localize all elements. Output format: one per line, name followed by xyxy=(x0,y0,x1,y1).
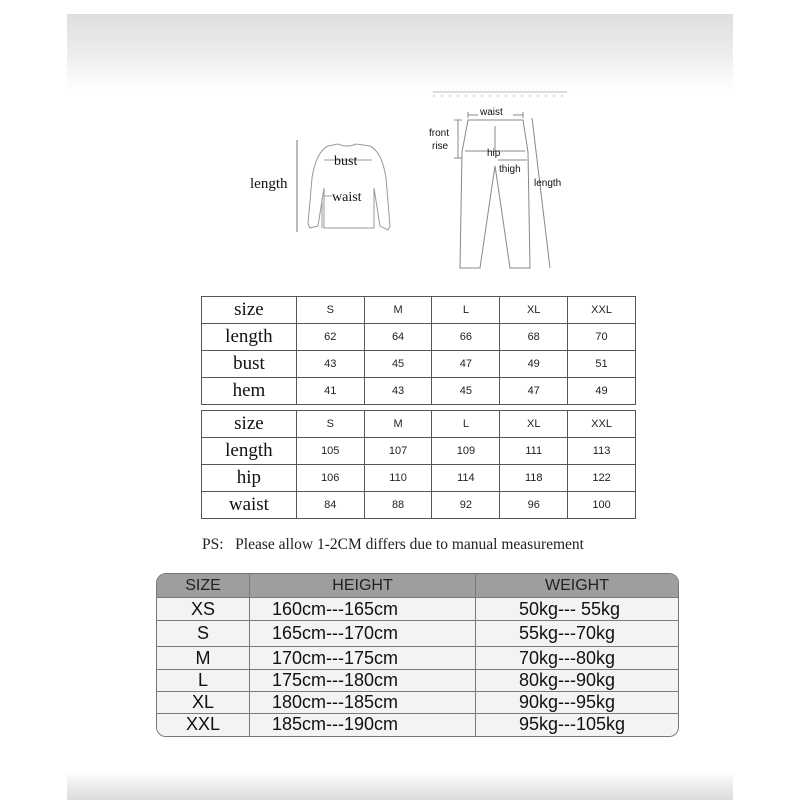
height-cell: 180cm---185cm xyxy=(250,692,476,714)
table-cell: 122 xyxy=(568,465,636,492)
table-cell: 107 xyxy=(364,438,432,465)
size-guide-row xyxy=(157,670,678,692)
table-cell: 113 xyxy=(568,438,636,465)
header-cell: S xyxy=(296,411,364,438)
weight-cell: 50kg--- 55kg xyxy=(476,598,679,621)
table-header-row xyxy=(202,297,636,324)
table-cell: 96 xyxy=(500,492,568,519)
height-cell: 165cm---170cm xyxy=(250,621,476,647)
table-cell: 45 xyxy=(364,351,432,378)
table-cell: 105 xyxy=(296,438,364,465)
header-cell: size xyxy=(202,297,297,324)
size-guide-table xyxy=(156,573,679,737)
weight-cell: 70kg---80kg xyxy=(476,647,679,670)
height-cell: 175cm---180cm xyxy=(250,670,476,692)
header-cell: size xyxy=(202,411,297,438)
header-cell: XL xyxy=(500,297,568,324)
size-cell: XS xyxy=(157,598,250,621)
table-cell: 109 xyxy=(432,438,500,465)
weight-cell: 95kg---105kg xyxy=(476,714,679,736)
table-cell: 92 xyxy=(432,492,500,519)
row-label: hem xyxy=(202,378,297,405)
size-guide-row xyxy=(157,647,678,670)
header-cell: L xyxy=(432,297,500,324)
size-cell: L xyxy=(157,670,250,692)
table-cell: 100 xyxy=(568,492,636,519)
shirt-bust-label: bust xyxy=(334,154,358,169)
measurement-note: PS: Please allow 1-2CM differs due to manual measurement xyxy=(202,536,584,553)
shirt-waist-label: waist xyxy=(332,190,362,205)
header-cell: M xyxy=(364,297,432,324)
height-cell: 185cm---190cm xyxy=(250,714,476,736)
size-guide-row xyxy=(157,692,678,714)
table-cell: 43 xyxy=(364,378,432,405)
header-cell: L xyxy=(432,411,500,438)
pants-hip-label: hip xyxy=(487,148,501,159)
header-cell: XL xyxy=(500,411,568,438)
pants-measurement-table xyxy=(201,410,636,519)
weight-cell: 90kg---95kg xyxy=(476,692,679,714)
size-cell: M xyxy=(157,647,250,670)
row-label: length xyxy=(202,438,297,465)
table-row xyxy=(202,465,636,492)
header-cell-height: HEIGHT xyxy=(250,574,476,598)
size-guide-header-row xyxy=(157,574,678,598)
height-cell: 170cm---175cm xyxy=(250,647,476,670)
table-cell: 45 xyxy=(432,378,500,405)
header-cell-weight: WEIGHT xyxy=(476,574,679,598)
height-cell: 160cm---165cm xyxy=(250,598,476,621)
row-label: hip xyxy=(202,465,297,492)
header-cell: S xyxy=(296,297,364,324)
row-label: bust xyxy=(202,351,297,378)
pants-thigh-label: thigh xyxy=(499,164,521,175)
table-cell: 49 xyxy=(568,378,636,405)
row-label: waist xyxy=(202,492,297,519)
size-cell: XXL xyxy=(157,714,250,736)
table-row xyxy=(202,351,636,378)
pants-length-label: length xyxy=(534,178,562,189)
table-cell: 114 xyxy=(432,465,500,492)
table-cell: 118 xyxy=(500,465,568,492)
garment-sketch xyxy=(240,88,580,278)
table-cell: 106 xyxy=(296,465,364,492)
table-cell: 62 xyxy=(296,324,364,351)
table-header-row xyxy=(202,411,636,438)
table-cell: 64 xyxy=(364,324,432,351)
size-cell: XL xyxy=(157,692,250,714)
measurement-diagram xyxy=(240,88,580,278)
size-guide-row xyxy=(157,598,678,621)
shirt-length-label: length xyxy=(250,176,288,192)
header-cell: XXL xyxy=(568,297,636,324)
table-cell: 111 xyxy=(500,438,568,465)
size-guide-row xyxy=(157,714,678,736)
row-label: length xyxy=(202,324,297,351)
ruler-icon xyxy=(433,92,567,96)
header-cell-size: SIZE xyxy=(157,574,250,598)
pants-waist-label: waist xyxy=(480,107,503,118)
pants-front-rise-label-2: rise xyxy=(432,141,449,152)
table-cell: 70 xyxy=(568,324,636,351)
top-gradient-band xyxy=(67,14,733,94)
table-cell: 66 xyxy=(432,324,500,351)
table-cell: 51 xyxy=(568,351,636,378)
weight-cell: 55kg---70kg xyxy=(476,621,679,647)
pants-sketch-icon xyxy=(454,112,550,268)
size-guide-row xyxy=(157,621,678,647)
pants-front-rise-label-1: front xyxy=(429,128,450,139)
top-measurement-table xyxy=(201,296,636,405)
table-cell: 47 xyxy=(432,351,500,378)
table-cell: 49 xyxy=(500,351,568,378)
table-cell: 88 xyxy=(364,492,432,519)
bottom-gradient-band xyxy=(67,772,733,800)
table-cell: 41 xyxy=(296,378,364,405)
table-row xyxy=(202,324,636,351)
table-row xyxy=(202,378,636,405)
weight-cell: 80kg---90kg xyxy=(476,670,679,692)
table-cell: 43 xyxy=(296,351,364,378)
table-cell: 110 xyxy=(364,465,432,492)
table-cell: 68 xyxy=(500,324,568,351)
table-cell: 47 xyxy=(500,378,568,405)
header-cell: XXL xyxy=(568,411,636,438)
table-cell: 84 xyxy=(296,492,364,519)
header-cell: M xyxy=(364,411,432,438)
table-row xyxy=(202,492,636,519)
size-cell: S xyxy=(157,621,250,647)
table-row xyxy=(202,438,636,465)
